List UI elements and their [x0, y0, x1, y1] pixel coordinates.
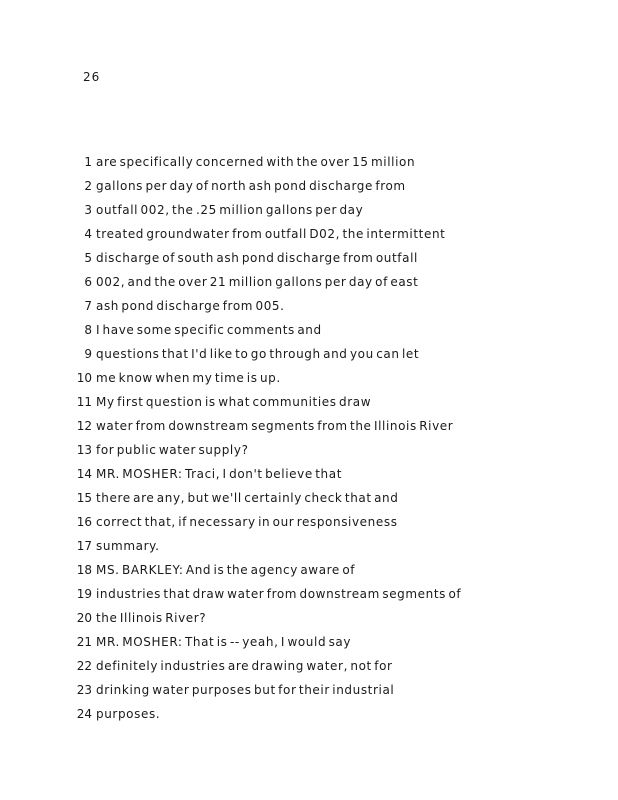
line-number: 15 — [76, 491, 92, 505]
line-text: purposes. — [96, 707, 161, 721]
transcript-line — [0, 274, 618, 298]
line-text: discharge of south ash pond discharge from outfall — [96, 251, 418, 265]
line-text: treated groundwater from outfall D02, the intermittent — [96, 227, 446, 241]
line-number: 24 — [76, 707, 92, 721]
transcript-line — [0, 562, 618, 586]
line-number: 23 — [76, 683, 92, 697]
transcript-line — [0, 418, 618, 442]
transcript-line — [0, 706, 618, 730]
line-text: industries that draw water from downstream segments of — [96, 587, 462, 601]
line-number: 10 — [76, 371, 92, 385]
line-text: water from downstream segments from the Illinois River — [96, 419, 454, 433]
line-number: 17 — [76, 539, 92, 553]
line-number: 12 — [76, 419, 92, 433]
line-text: questions that I'd like to go through and you can let — [96, 347, 420, 361]
transcript-line — [0, 346, 618, 370]
line-text: ash pond discharge from 005. — [96, 299, 285, 313]
line-number: 21 — [76, 635, 92, 649]
line-text: My first question is what communities draw — [96, 395, 372, 409]
line-number: 9 — [84, 347, 92, 361]
line-text: MS. BARKLEY: And is the agency aware of — [96, 563, 356, 577]
line-number: 7 — [84, 299, 92, 313]
transcript-line — [0, 682, 618, 706]
line-number: 14 — [76, 467, 92, 481]
line-number: 16 — [76, 515, 92, 529]
line-text: MR. MOSHER: Traci, I don't believe that — [96, 467, 343, 481]
line-number: 2 — [84, 179, 92, 193]
transcript-line — [0, 298, 618, 322]
line-text: there are any, but we'll certainly check that and — [96, 491, 399, 505]
line-text: correct that, if necessary in our responsiveness — [96, 515, 398, 529]
transcript-line — [0, 586, 618, 610]
transcript-line — [0, 538, 618, 562]
transcript-line — [0, 442, 618, 466]
line-text: gallons per day of north ash pond discharge from — [96, 179, 406, 193]
transcript-line — [0, 466, 618, 490]
line-text: 002, and the over 21 million gallons per day of east — [96, 275, 419, 289]
transcript-line — [0, 634, 618, 658]
line-number: 3 — [84, 203, 92, 217]
line-number: 8 — [84, 323, 92, 337]
line-text: drinking water purposes but for their industrial — [96, 683, 395, 697]
line-number: 6 — [84, 275, 92, 289]
transcript-line — [0, 370, 618, 394]
transcript-line — [0, 514, 618, 538]
line-number: 11 — [76, 395, 92, 409]
line-text: definitely industries are drawing water, not for — [96, 659, 393, 673]
transcript-line — [0, 154, 618, 178]
transcript-line — [0, 490, 618, 514]
line-text: for public water supply? — [96, 443, 249, 457]
transcript-line — [0, 394, 618, 418]
transcript-line — [0, 322, 618, 346]
line-number: 18 — [76, 563, 92, 577]
line-number: 13 — [76, 443, 92, 457]
transcript-line — [0, 178, 618, 202]
line-text: are specifically concerned with the over 15 million — [96, 155, 416, 169]
line-text: the Illinois River? — [96, 611, 207, 625]
line-text: MR. MOSHER: That is -- yeah, I would say — [96, 635, 352, 649]
line-text: I have some specific comments and — [96, 323, 322, 337]
line-number: 19 — [76, 587, 92, 601]
transcript-line — [0, 250, 618, 274]
line-text: outfall 002, the .25 million gallons per day — [96, 203, 364, 217]
transcript-line — [0, 226, 618, 250]
transcript-line — [0, 202, 618, 226]
page-number: 26 — [83, 70, 101, 84]
line-text: summary. — [96, 539, 160, 553]
line-text: me know when my time is up. — [96, 371, 281, 385]
transcript-line — [0, 610, 618, 634]
line-number: 22 — [76, 659, 92, 673]
line-number: 20 — [76, 611, 92, 625]
transcript-line — [0, 658, 618, 682]
line-number: 4 — [84, 227, 92, 241]
line-number: 5 — [84, 251, 92, 265]
transcript-lines — [0, 154, 618, 730]
line-number: 1 — [84, 155, 92, 169]
